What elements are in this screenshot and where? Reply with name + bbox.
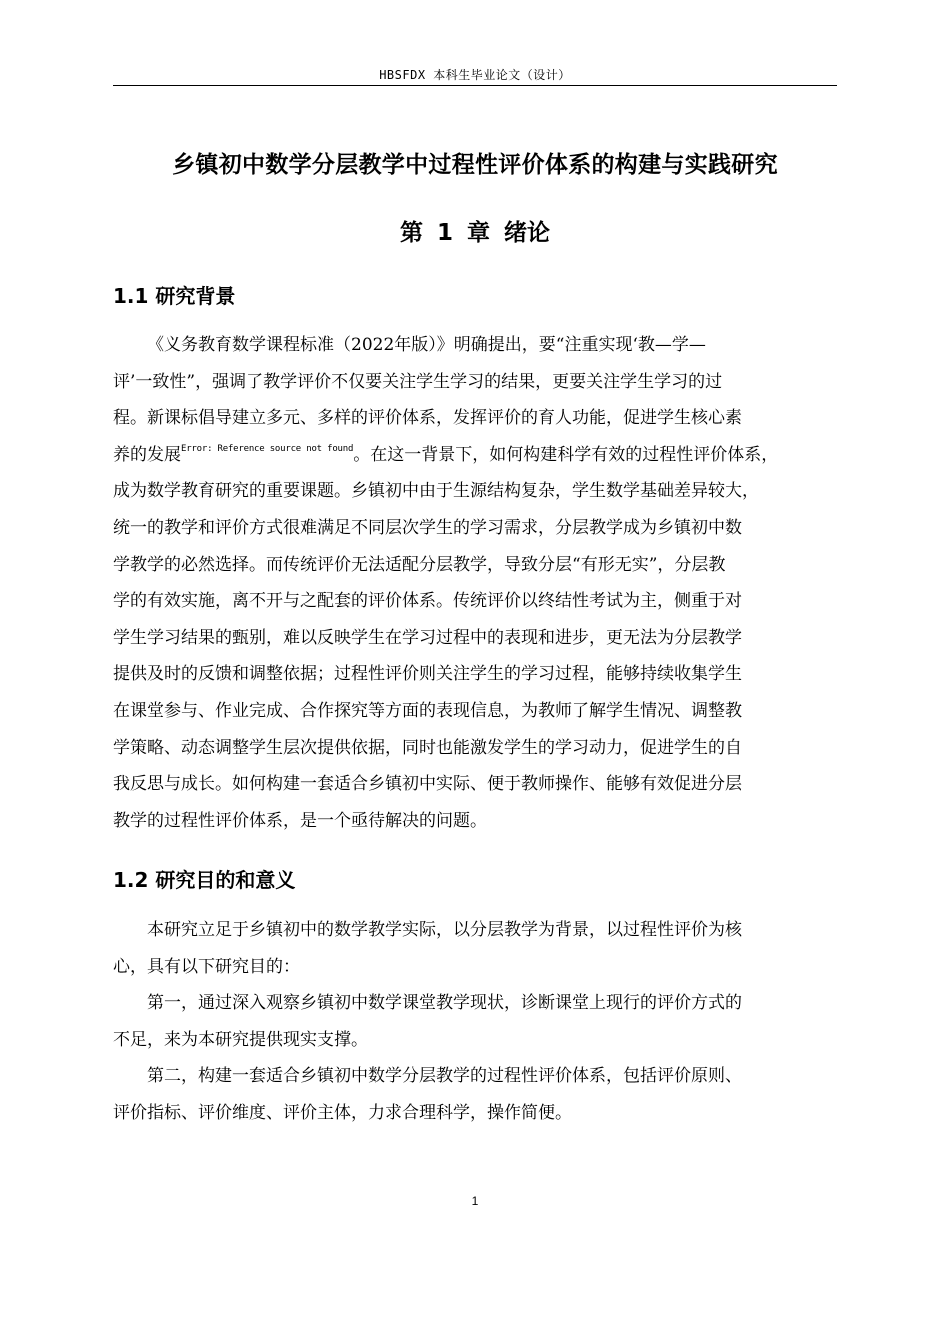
paragraph-line: 教学的过程性评价体系，是一个亟待解决的问题。 <box>113 810 487 831</box>
page-number: 1 <box>471 1194 479 1208</box>
paragraph-line: 学的有效实施，离不开与之配套的评价体系。传统评价以终结性考试为主，侧重于对 <box>113 591 742 612</box>
header-divider <box>113 85 837 86</box>
line-text: 。在这一背景下，如何构建科学有效的过程性评价体系， <box>353 444 779 465</box>
section-heading-1-2: 1.2 研究目的和意义 <box>113 868 296 892</box>
paragraph-line: 心，具有以下研究目的： <box>113 956 300 977</box>
running-header: HBSFDX 本科生毕业论文（设计） <box>379 68 571 82</box>
paragraph-line: 我反思与成长。如何构建一套适合乡镇初中实际、便于教师操作、能够有效促进分层 <box>113 774 742 795</box>
paragraph-line <box>113 437 837 474</box>
paragraph-line: 第二，构建一套适合乡镇初中数学分层教学的过程性评价体系，包括评价原则、 <box>147 1066 742 1086</box>
background-paragraph <box>113 327 837 839</box>
paragraph-line: 提供及时的反馈和调整依据；过程性评价则关注学生的学习过程，能够持续收集学生 <box>113 664 742 685</box>
paragraph-line: 第一，通过深入观察乡镇初中数学课堂教学现状，诊断课堂上现行的评价方式的 <box>147 993 742 1013</box>
chapter-heading: 第 1 章 绪论 <box>399 220 551 246</box>
paragraph-line: 成为数学教育研究的重要课题。乡镇初中由于生源结构复杂，学生数学基础差异较大， <box>113 481 759 502</box>
paragraph-line: 评’一致性”，强调了教学评价不仅要关注学生学习的结果，更要关注学生学习的过 <box>113 371 723 392</box>
paragraph-line: 评价指标、评价维度、评价主体，力求合理科学，操作简便。 <box>113 1102 572 1123</box>
paragraph-line: 学教学的必然选择。而传统评价无法适配分层教学，导致分层“有形无实”，分层教 <box>113 554 726 575</box>
paragraph-line: 不足，来为本研究提供现实支撑。 <box>113 1029 368 1050</box>
paragraph-line: 学生学习结果的甄别，难以反映学生在学习过程中的表现和进步，更无法为分层教学 <box>113 627 742 648</box>
paragraph-line: 统一的教学和评价方式很难满足不同层次学生的学习需求，分层教学成为乡镇初中数 <box>113 517 742 538</box>
section-heading-1-1: 1.1 研究背景 <box>113 284 236 308</box>
paragraph-line: 程。新课标倡导建立多元、多样的评价体系，发挥评价的育人功能，促进学生核心素 <box>113 408 742 429</box>
paragraph-line: 在课堂参与、作业完成、合作探究等方面的表现信息，为教师了解学生情况、调整教 <box>113 700 742 721</box>
purpose-intro-paragraph <box>113 912 837 985</box>
paragraph-line: 《义务教育数学课程标准（2022年版）》明确提出，要“注重实现‘教—学— <box>147 335 706 355</box>
paragraph-line: 本研究立足于乡镇初中的数学教学实际，以分层教学为背景，以过程性评价为核 <box>147 920 742 940</box>
line-text: 养的发展 <box>113 444 181 465</box>
purpose-first-paragraph <box>113 985 837 1058</box>
reference-error-citation: Error: Reference source not found <box>181 443 354 454</box>
paragraph-line: 学策略、动态调整学生层次提供依据，同时也能激发学生的学习动力，促进学生的自 <box>113 737 742 758</box>
purpose-second-paragraph <box>113 1058 837 1131</box>
thesis-title: 乡镇初中数学分层教学中过程性评价体系的构建与实践研究 <box>172 152 778 178</box>
